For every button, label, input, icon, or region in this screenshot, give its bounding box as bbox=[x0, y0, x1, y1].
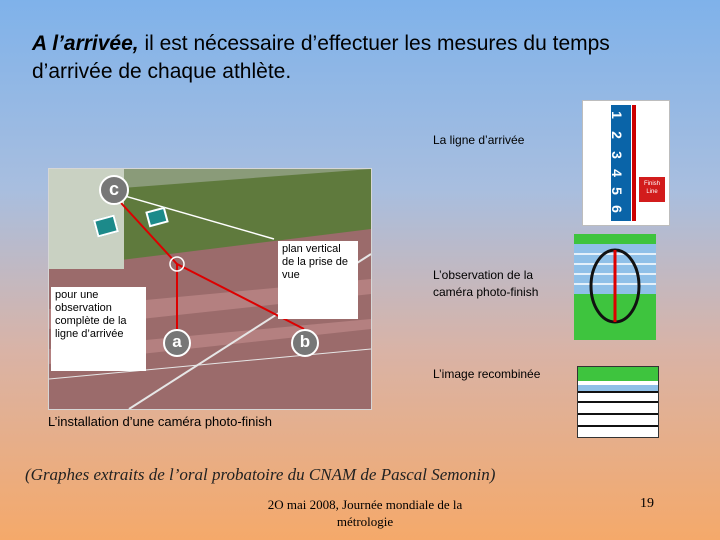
camera-c-marker bbox=[99, 175, 129, 205]
lane-number-strip bbox=[608, 105, 631, 221]
installation-caption: L’installation d’une caméra photo-finish bbox=[48, 414, 273, 429]
camera-a-letter: a bbox=[172, 332, 182, 351]
recombined-image-label: L’image recombinée bbox=[433, 367, 541, 381]
lane-6: 6 bbox=[608, 205, 625, 213]
camera-b-letter: b bbox=[299, 332, 311, 351]
lane-2: 2 bbox=[608, 131, 625, 139]
lane-3: 3 bbox=[608, 151, 625, 159]
vertical-plane-label: plan vertical de la prise de vue bbox=[278, 241, 358, 319]
page-number: 19 bbox=[640, 496, 654, 511]
full-observation-label: pour une observation complète de la ligne d’arrivée bbox=[51, 287, 146, 371]
camera-b-marker bbox=[291, 329, 319, 357]
camera-observation-label: L’observation de la caméra photo-finish bbox=[433, 268, 539, 299]
finish-line-marker bbox=[632, 105, 636, 221]
finish-line-label: La ligne d’arrivée bbox=[433, 133, 525, 147]
finish-line-track-image bbox=[582, 100, 670, 226]
lane-4: 4 bbox=[608, 169, 625, 177]
photo-finish-camera-view bbox=[574, 234, 656, 340]
footer-date: 2O mai 2008, Journée mondiale de la métrologie bbox=[267, 497, 463, 529]
slide-title-rest: il est nécessaire d’effectuer les mesures du temps d’arrivée de chaque athlète. bbox=[32, 32, 610, 83]
camera-c-letter: c bbox=[108, 179, 119, 199]
finish-line-tag: Finish Line bbox=[639, 177, 665, 202]
lane-5: 5 bbox=[608, 187, 625, 195]
slide-title-bold: A l’arrivée, bbox=[32, 32, 139, 55]
camera-a-marker bbox=[163, 329, 191, 357]
recombined-image bbox=[577, 366, 659, 438]
citation: (Graphes extraits de l’oral probatoire du CNAM de Pascal Semonin) bbox=[25, 465, 496, 484]
slide-title bbox=[32, 30, 672, 86]
lane-1: 1 bbox=[608, 111, 625, 119]
